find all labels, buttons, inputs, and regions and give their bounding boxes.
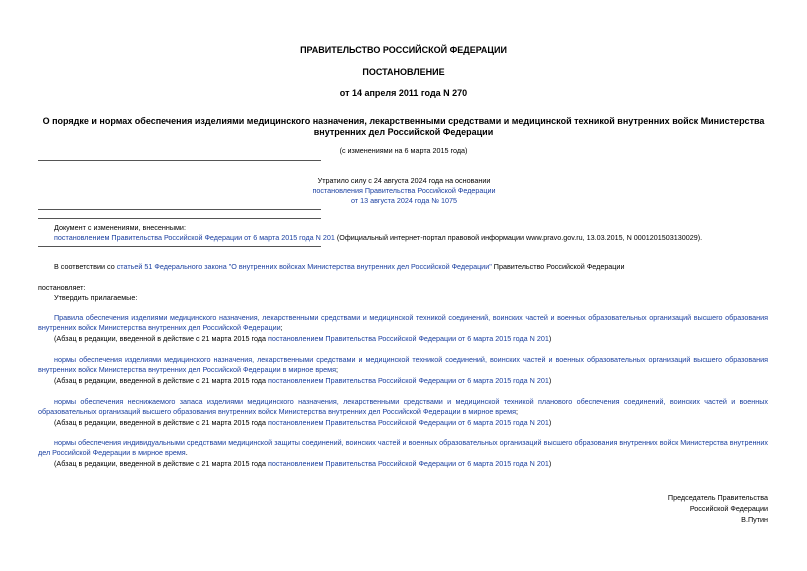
law-article-link[interactable]: статьей 51 Федерального закона "О внутренних войсках Министерства внутренних дел Российской Федерации" (116, 262, 492, 271)
changes-doc-source: (Официальный интернет-портал правовой информации www.pravo.gov.ru, 13.03.2015, N 0001201503130029). (334, 233, 703, 242)
item-2-note (54, 376, 551, 386)
changes-note: (с изменениями на 6 марта 2015 года) (339, 146, 468, 155)
item-1-link-line1[interactable]: Правила обеспечения изделиями медицинского назначения, лекарственными средствами и медицинской техникой соединений, воинских частей и военных образовательных организаций высшего образования (54, 313, 768, 322)
resolves-text: постановляет: (38, 283, 86, 292)
item-2-link-line1[interactable]: нормы обеспечения изделиями медицинского назначения, лекарственными средствами и медицинской техникой соединений, воинских частей и военных образовательных организаций высшего образования (54, 355, 768, 364)
signature-position: Председатель Правительства (667, 493, 768, 502)
item-3-note-text: (Абзац в редакции, введенной в действие с 21 марта 2015 года (54, 418, 268, 427)
changes-doc-link[interactable]: постановлением Правительства Российской Федерации от 6 марта 2015 года N 201 (54, 233, 335, 242)
changes-doc-label: Документ с изменениями, внесенными: (54, 223, 186, 232)
item-3-note (54, 418, 551, 428)
item-1-note-link[interactable]: постановлением Правительства Российской Федерации от 6 марта 2015 года N 201 (268, 334, 549, 343)
signature-name: В.Путин (741, 515, 768, 524)
item-4-link-line1[interactable]: нормы обеспечения индивидуальными средствами медицинской защиты соединений, воинских частей и военных образовательных организаций высшего образования внутренних войск Министерства внутренних (54, 438, 768, 447)
changes-doc-line (54, 233, 702, 243)
item-2-link-line2[interactable]: внутренних войск Министерства внутренних дел Российской Федерации в мирное время (38, 365, 336, 374)
item-3-punct: ; (515, 407, 518, 416)
item-1-note-end: ) (548, 334, 552, 343)
separator-line (38, 246, 321, 247)
item-1-punct: ; (280, 323, 283, 332)
document-date-number: от 14 апреля 2011 года N 270 (339, 88, 468, 98)
item-3-link-line1[interactable]: нормы обеспечения неснижаемого запаса изделиями медицинского назначения, лекарственными средствами и медицинской техникой планового обеспечения соединений, воинских частей и военных (54, 397, 768, 406)
separator-line (38, 209, 321, 210)
item-2-line2 (38, 365, 338, 375)
item-2-note-link[interactable]: постановлением Правительства Российской Федерации от 6 марта 2015 года N 201 (268, 376, 549, 385)
repeal-link-line1[interactable]: постановления Правительства Российской Федерации (312, 186, 496, 195)
item-3-line2 (38, 407, 518, 417)
item-4-line2 (38, 448, 188, 458)
item-1-link-line2[interactable]: внутренних войск Министерства внутренних дел Российской Федерации (38, 323, 281, 332)
separator-line (38, 160, 321, 161)
signature-country: Российской Федерации (689, 504, 768, 513)
item-4-punct: . (185, 448, 188, 457)
signature-block (668, 492, 768, 525)
item-3-note-link[interactable]: постановлением Правительства Российской Федерации от 6 марта 2015 года N 201 (268, 418, 549, 427)
item-1-note (54, 334, 551, 344)
item-4-note-text: (Абзац в редакции, введенной в действие с 21 марта 2015 года (54, 459, 268, 468)
document-title-line2: внутренних дел Российской Федерации (313, 127, 494, 137)
item-4-note (54, 459, 551, 469)
preamble-text-end: Правительство Российской Федерации (491, 262, 625, 271)
item-4-link-line2[interactable]: дел Российской Федерации в мирное время (38, 448, 186, 457)
repeal-link-line2[interactable]: от 13 августа 2024 года № 1075 (350, 196, 458, 205)
preamble (54, 262, 624, 272)
document-title-line1: О порядке и нормах обеспечения изделиями медицинского назначения, лекарственными средствами и медицинской техникой внутренних войск Министерства (42, 116, 765, 126)
item-2-note-text: (Абзац в редакции, введенной в действие с 21 марта 2015 года (54, 376, 268, 385)
repeal-status: Утратило силу с 24 августа 2024 года на основании (317, 176, 491, 185)
document-type: ПОСТАНОВЛЕНИЕ (362, 67, 445, 77)
item-2-punct: ; (336, 365, 338, 374)
item-3-link-line2[interactable]: образовательных организаций высшего образования внутренних войск Министерства внутренних дел Российской Федерации в мирное время (38, 407, 516, 416)
item-1-note-text: (Абзац в редакции, введенной в действие с 21 марта 2015 года (54, 334, 268, 343)
government-name: ПРАВИТЕЛЬСТВО РОССИЙСКОЙ ФЕДЕРАЦИИ (300, 45, 507, 55)
item-1-line2 (38, 323, 283, 333)
item-4-note-link[interactable]: постановлением Правительства Российской Федерации от 6 марта 2015 года N 201 (268, 459, 549, 468)
item-2-note-end: ) (548, 376, 552, 385)
item-4-note-end: ) (548, 459, 552, 468)
separator-line (38, 218, 321, 219)
item-3-note-end: ) (548, 418, 552, 427)
preamble-text: В соответствии со (54, 262, 117, 271)
approve-text: Утвердить прилагаемые: (54, 293, 138, 302)
